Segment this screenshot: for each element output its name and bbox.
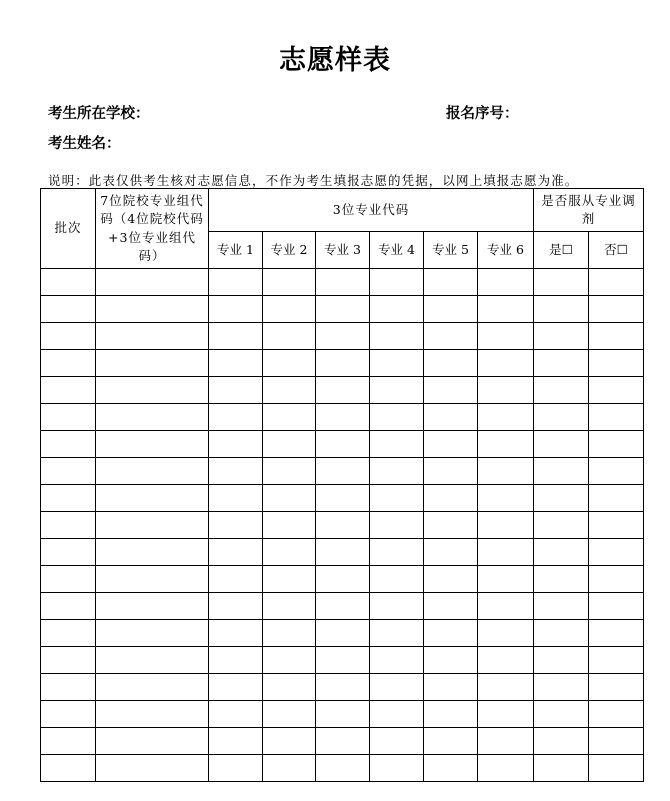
entry-cell[interactable] xyxy=(424,350,478,377)
entry-cell[interactable] xyxy=(316,377,370,404)
entry-cell[interactable] xyxy=(589,512,644,539)
entry-cell[interactable] xyxy=(41,728,96,755)
entry-cell[interactable] xyxy=(263,539,316,566)
entry-cell[interactable] xyxy=(478,512,534,539)
entry-cell[interactable] xyxy=(478,593,534,620)
entry-cell[interactable] xyxy=(263,404,316,431)
entry-cell[interactable] xyxy=(316,404,370,431)
entry-cell[interactable] xyxy=(478,458,534,485)
entry-cell[interactable] xyxy=(534,431,589,458)
entry-cell[interactable] xyxy=(209,674,263,701)
entry-cell[interactable] xyxy=(478,431,534,458)
entry-cell[interactable] xyxy=(534,647,589,674)
table-row xyxy=(41,539,644,566)
entry-cell[interactable] xyxy=(478,269,534,296)
entry-cell[interactable] xyxy=(316,647,370,674)
student-name-label: 考生姓名： xyxy=(48,136,121,152)
entry-cell[interactable] xyxy=(478,539,534,566)
entry-cell[interactable] xyxy=(589,404,644,431)
header-row xyxy=(41,189,644,232)
entry-cell[interactable] xyxy=(534,404,589,431)
entry-cell[interactable] xyxy=(209,431,263,458)
entry-cell[interactable] xyxy=(316,323,370,350)
table-row xyxy=(41,728,644,755)
entry-cell[interactable] xyxy=(370,566,424,593)
entry-cell[interactable] xyxy=(41,566,96,593)
entry-cell[interactable] xyxy=(209,296,263,323)
entry-cell[interactable] xyxy=(316,296,370,323)
entry-cell[interactable] xyxy=(589,377,644,404)
entry-cell[interactable] xyxy=(96,728,209,755)
entry-cell[interactable] xyxy=(478,755,534,782)
entry-cell[interactable] xyxy=(478,566,534,593)
entry-cell[interactable] xyxy=(263,674,316,701)
entry-cell[interactable] xyxy=(424,539,478,566)
entry-cell[interactable] xyxy=(370,755,424,782)
entry-cell[interactable] xyxy=(263,377,316,404)
table-row xyxy=(41,269,644,296)
entry-cell[interactable] xyxy=(589,566,644,593)
entry-cell[interactable] xyxy=(41,674,96,701)
table-row xyxy=(41,350,644,377)
table-row xyxy=(41,404,644,431)
header-major-1: 专业 1 xyxy=(209,232,263,269)
header-major-6: 专业 6 xyxy=(478,232,534,269)
entry-cell[interactable] xyxy=(370,269,424,296)
entry-cell[interactable] xyxy=(209,593,263,620)
entry-cell[interactable] xyxy=(589,269,644,296)
header-major-code: 3位专业代码 xyxy=(209,189,534,232)
entry-cell[interactable] xyxy=(316,269,370,296)
header-major-3: 专业 3 xyxy=(316,232,370,269)
entry-cell[interactable] xyxy=(263,269,316,296)
entry-cell[interactable] xyxy=(96,323,209,350)
table-row xyxy=(41,593,644,620)
entry-cell[interactable] xyxy=(534,512,589,539)
entry-cell[interactable] xyxy=(424,431,478,458)
entry-cell[interactable] xyxy=(41,755,96,782)
entry-cell[interactable] xyxy=(478,323,534,350)
entry-cell[interactable] xyxy=(96,620,209,647)
registration-number-label: 报名序号： xyxy=(446,106,519,122)
entry-cell[interactable] xyxy=(424,296,478,323)
entry-cell[interactable] xyxy=(589,350,644,377)
entry-cell[interactable] xyxy=(96,350,209,377)
entry-cell[interactable] xyxy=(96,458,209,485)
entry-cell[interactable] xyxy=(263,728,316,755)
entry-cell[interactable] xyxy=(478,485,534,512)
entry-cell[interactable] xyxy=(96,539,209,566)
entry-cell[interactable] xyxy=(424,458,478,485)
entry-cell[interactable] xyxy=(424,674,478,701)
entry-cell[interactable] xyxy=(370,485,424,512)
table-row xyxy=(41,701,644,728)
entry-cell[interactable] xyxy=(478,404,534,431)
header-major-4: 专业 4 xyxy=(370,232,424,269)
entry-cell[interactable] xyxy=(96,593,209,620)
table-row xyxy=(41,458,644,485)
entry-cell[interactable] xyxy=(41,512,96,539)
entry-cell[interactable] xyxy=(41,350,96,377)
entry-cell[interactable] xyxy=(316,566,370,593)
entry-cell[interactable] xyxy=(263,431,316,458)
entry-cell[interactable] xyxy=(589,728,644,755)
entry-cell[interactable] xyxy=(424,269,478,296)
entry-cell[interactable] xyxy=(478,728,534,755)
entry-cell[interactable] xyxy=(370,512,424,539)
entry-cell[interactable] xyxy=(534,620,589,647)
entry-cell[interactable] xyxy=(96,404,209,431)
table-row xyxy=(41,512,644,539)
entry-cell[interactable] xyxy=(424,701,478,728)
entry-cell[interactable] xyxy=(96,674,209,701)
entry-cell[interactable] xyxy=(478,647,534,674)
entry-cell[interactable] xyxy=(316,350,370,377)
entry-cell[interactable] xyxy=(534,377,589,404)
entry-cell[interactable] xyxy=(263,350,316,377)
entry-cell[interactable] xyxy=(209,620,263,647)
header-adjust: 是否服从专业调剂 xyxy=(534,189,644,232)
entry-cell[interactable] xyxy=(534,485,589,512)
table-row xyxy=(41,296,644,323)
header-major-2: 专业 2 xyxy=(263,232,316,269)
entry-cell[interactable] xyxy=(41,593,96,620)
entry-cell[interactable] xyxy=(534,701,589,728)
entry-cell[interactable] xyxy=(316,755,370,782)
entry-cell[interactable] xyxy=(263,458,316,485)
entry-cell[interactable] xyxy=(209,269,263,296)
entry-cell[interactable] xyxy=(534,566,589,593)
entry-cell[interactable] xyxy=(370,728,424,755)
entry-cell[interactable] xyxy=(316,674,370,701)
entry-cell[interactable] xyxy=(41,647,96,674)
entry-cell[interactable] xyxy=(316,458,370,485)
entry-cell[interactable] xyxy=(96,701,209,728)
school-field-label: 考生所在学校： xyxy=(48,106,150,122)
entry-cell[interactable] xyxy=(589,674,644,701)
entry-cell[interactable] xyxy=(316,539,370,566)
entry-cell[interactable] xyxy=(209,539,263,566)
entry-cell[interactable] xyxy=(534,350,589,377)
entry-cell[interactable] xyxy=(96,512,209,539)
entry-cell[interactable] xyxy=(209,701,263,728)
entry-cell[interactable] xyxy=(263,512,316,539)
entry-cell[interactable] xyxy=(424,512,478,539)
entry-cell[interactable] xyxy=(209,728,263,755)
entry-cell[interactable] xyxy=(41,458,96,485)
entry-cell[interactable] xyxy=(370,296,424,323)
form-title: 志愿样表 xyxy=(279,45,391,76)
entry-cell[interactable] xyxy=(424,566,478,593)
entry-cell[interactable] xyxy=(316,701,370,728)
table-row xyxy=(41,485,644,512)
entry-cell[interactable] xyxy=(589,647,644,674)
entry-cell[interactable] xyxy=(41,701,96,728)
entry-cell[interactable] xyxy=(96,566,209,593)
entry-cell[interactable] xyxy=(589,701,644,728)
entry-cell[interactable] xyxy=(41,377,96,404)
entry-cell[interactable] xyxy=(424,377,478,404)
table-row xyxy=(41,431,644,458)
entry-cell[interactable] xyxy=(534,755,589,782)
entry-cell[interactable] xyxy=(370,404,424,431)
entry-cell[interactable] xyxy=(41,323,96,350)
header-group-code: 7位院校专业组代码（4位院校代码+3位专业组代码） xyxy=(96,189,209,269)
entry-cell[interactable] xyxy=(209,512,263,539)
entry-cell[interactable] xyxy=(370,431,424,458)
table-row xyxy=(41,566,644,593)
entry-cell[interactable] xyxy=(589,620,644,647)
entry-cell[interactable] xyxy=(589,539,644,566)
entry-cell[interactable] xyxy=(589,458,644,485)
entry-cell[interactable] xyxy=(478,674,534,701)
entry-cell[interactable] xyxy=(370,539,424,566)
entry-cell[interactable] xyxy=(209,485,263,512)
entry-cell[interactable] xyxy=(424,620,478,647)
entry-cell[interactable] xyxy=(424,485,478,512)
entry-cell[interactable] xyxy=(424,647,478,674)
entry-cell[interactable] xyxy=(316,728,370,755)
entry-cell[interactable] xyxy=(478,377,534,404)
header-batch: 批次 xyxy=(41,189,96,269)
entry-cell[interactable] xyxy=(96,431,209,458)
entry-cell[interactable] xyxy=(263,620,316,647)
entry-cell[interactable] xyxy=(534,674,589,701)
entry-cell[interactable] xyxy=(589,485,644,512)
entry-cell[interactable] xyxy=(589,755,644,782)
table-row xyxy=(41,620,644,647)
instruction-note: 说明：此表仅供考生核对志愿信息，不作为考生填报志愿的凭据，以网上填报志愿为准。 xyxy=(48,173,579,188)
entry-cell[interactable] xyxy=(41,431,96,458)
entry-cell[interactable] xyxy=(424,323,478,350)
entry-cell[interactable] xyxy=(209,377,263,404)
entry-cell[interactable] xyxy=(370,620,424,647)
header-adjust-yes: 是☐ xyxy=(534,232,589,269)
table-row xyxy=(41,323,644,350)
entry-cell[interactable] xyxy=(316,620,370,647)
entry-cell[interactable] xyxy=(534,296,589,323)
entry-cell[interactable] xyxy=(41,296,96,323)
entry-cell[interactable] xyxy=(263,485,316,512)
entry-cell[interactable] xyxy=(96,296,209,323)
entry-cell[interactable] xyxy=(424,755,478,782)
entry-cell[interactable] xyxy=(370,647,424,674)
table-row xyxy=(41,755,644,782)
entry-cell[interactable] xyxy=(316,485,370,512)
entry-cell[interactable] xyxy=(96,269,209,296)
application-table xyxy=(40,188,644,782)
entry-cell[interactable] xyxy=(263,701,316,728)
entry-cell[interactable] xyxy=(209,566,263,593)
entry-cell[interactable] xyxy=(209,350,263,377)
entry-cell[interactable] xyxy=(41,485,96,512)
entry-cell[interactable] xyxy=(589,431,644,458)
table-row xyxy=(41,647,644,674)
entry-cell[interactable] xyxy=(370,674,424,701)
entry-cell[interactable] xyxy=(96,755,209,782)
entry-cell[interactable] xyxy=(96,647,209,674)
entry-cell[interactable] xyxy=(370,701,424,728)
entry-cell[interactable] xyxy=(534,323,589,350)
entry-cell[interactable] xyxy=(263,323,316,350)
header-adjust-no: 否☐ xyxy=(589,232,644,269)
entry-cell[interactable] xyxy=(96,485,209,512)
entry-cell[interactable] xyxy=(263,647,316,674)
entry-cell[interactable] xyxy=(316,431,370,458)
table-row xyxy=(41,377,644,404)
entry-cell[interactable] xyxy=(478,620,534,647)
entry-cell[interactable] xyxy=(96,377,209,404)
entry-cell[interactable] xyxy=(589,593,644,620)
entry-cell[interactable] xyxy=(589,296,644,323)
entry-cell[interactable] xyxy=(424,728,478,755)
entry-cell[interactable] xyxy=(478,296,534,323)
entry-cell[interactable] xyxy=(478,350,534,377)
entry-cell[interactable] xyxy=(370,377,424,404)
entry-cell[interactable] xyxy=(370,458,424,485)
entry-cell[interactable] xyxy=(209,647,263,674)
entry-cell[interactable] xyxy=(370,350,424,377)
entry-cell[interactable] xyxy=(424,404,478,431)
entry-cell[interactable] xyxy=(209,404,263,431)
entry-cell[interactable] xyxy=(209,458,263,485)
entry-cell[interactable] xyxy=(534,539,589,566)
entry-cell[interactable] xyxy=(589,323,644,350)
entry-cell[interactable] xyxy=(534,593,589,620)
entry-cell[interactable] xyxy=(41,539,96,566)
entry-cell[interactable] xyxy=(41,620,96,647)
entry-cell[interactable] xyxy=(263,755,316,782)
entry-cell[interactable] xyxy=(534,458,589,485)
entry-cell[interactable] xyxy=(263,566,316,593)
entry-cell[interactable] xyxy=(534,728,589,755)
entry-cell[interactable] xyxy=(316,593,370,620)
table-row xyxy=(41,674,644,701)
entry-cell[interactable] xyxy=(209,323,263,350)
entry-cell[interactable] xyxy=(263,296,316,323)
entry-cell[interactable] xyxy=(370,593,424,620)
entry-cell[interactable] xyxy=(424,593,478,620)
entry-cell[interactable] xyxy=(263,593,316,620)
entry-cell[interactable] xyxy=(209,755,263,782)
header-major-5: 专业 5 xyxy=(424,232,478,269)
entry-cell[interactable] xyxy=(478,701,534,728)
entry-cell[interactable] xyxy=(41,404,96,431)
entry-cell[interactable] xyxy=(316,512,370,539)
entry-cell[interactable] xyxy=(41,269,96,296)
entry-cell[interactable] xyxy=(370,323,424,350)
entry-cell[interactable] xyxy=(534,269,589,296)
